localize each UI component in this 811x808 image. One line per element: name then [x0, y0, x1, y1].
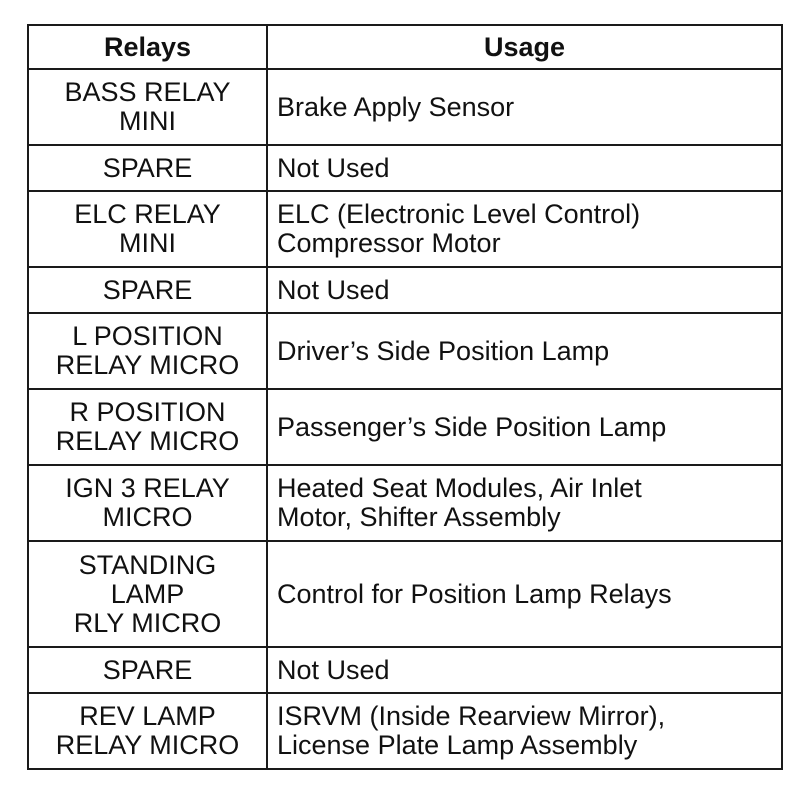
table-row	[28, 541, 782, 647]
usage-cell: Control for Position Lamp Relays	[267, 541, 782, 647]
usage-cell: Not Used	[267, 647, 782, 693]
relay-cell: SPARE	[28, 145, 267, 191]
usage-cell: Driver’s Side Position Lamp	[267, 313, 782, 389]
table-row	[28, 647, 782, 693]
relay-cell: R POSITION RELAY MICRO	[28, 389, 267, 465]
table-row	[28, 191, 782, 267]
relay-cell: REV LAMP RELAY MICRO	[28, 693, 267, 769]
relay-cell: SPARE	[28, 647, 267, 693]
table-row	[28, 465, 782, 541]
usage-cell: ISRVM (Inside Rearview Mirror), License Plate Lamp Assembly	[267, 693, 782, 769]
table-row	[28, 267, 782, 313]
relay-cell: STANDING LAMP RLY MICRO	[28, 541, 267, 647]
relay-usage-table	[27, 24, 783, 770]
relay-cell: IGN 3 RELAY MICRO	[28, 465, 267, 541]
table-row	[28, 313, 782, 389]
table-row	[28, 145, 782, 191]
table-row	[28, 693, 782, 769]
relay-cell: SPARE	[28, 267, 267, 313]
relay-cell: ELC RELAY MINI	[28, 191, 267, 267]
header-usage: Usage	[267, 25, 782, 69]
usage-cell: Brake Apply Sensor	[267, 69, 782, 145]
table-row	[28, 389, 782, 465]
header-relays: Relays	[28, 25, 267, 69]
header-row	[28, 25, 782, 69]
usage-cell: Passenger’s Side Position Lamp	[267, 389, 782, 465]
relay-cell: L POSITION RELAY MICRO	[28, 313, 267, 389]
usage-cell: Not Used	[267, 145, 782, 191]
table-row	[28, 69, 782, 145]
usage-cell: Heated Seat Modules, Air Inlet Motor, Shifter Assembly	[267, 465, 782, 541]
usage-cell: Not Used	[267, 267, 782, 313]
usage-cell: ELC (Electronic Level Control) Compressor Motor	[267, 191, 782, 267]
relay-cell: BASS RELAY MINI	[28, 69, 267, 145]
